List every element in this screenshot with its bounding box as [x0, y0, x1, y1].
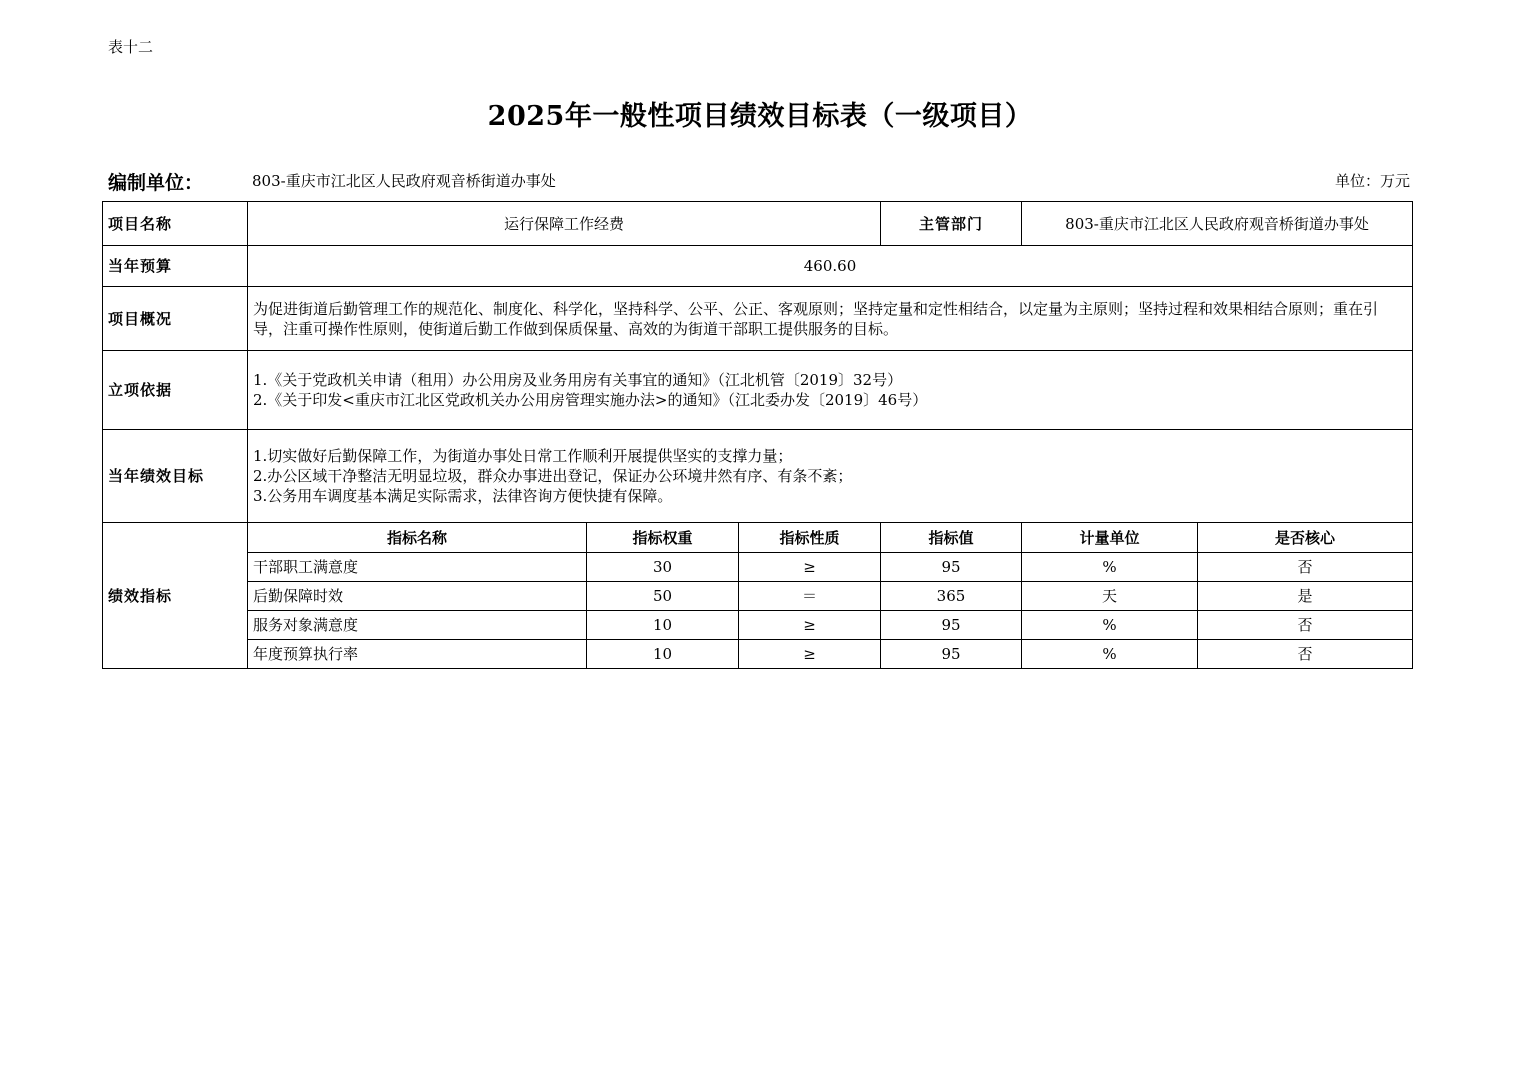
row-basis	[103, 351, 1413, 430]
goal-label: 当年绩效目标	[103, 430, 248, 523]
indicator-weight: 10	[587, 611, 739, 640]
budget-value: 460.60	[248, 246, 1413, 287]
indicator-nature: ≥	[739, 553, 881, 582]
indicator-unit: %	[1022, 553, 1198, 582]
indicator-value: 365	[881, 582, 1022, 611]
row-overview	[103, 287, 1413, 351]
indicator-name: 后勤保障时效	[248, 582, 587, 611]
project-name-label: 项目名称	[103, 202, 248, 246]
table-row	[103, 553, 1413, 582]
header-indicator-core: 是否核心	[1198, 523, 1413, 553]
indicator-header-row	[103, 523, 1413, 553]
row-goal	[103, 430, 1413, 523]
header-indicator-unit: 计量单位	[1022, 523, 1198, 553]
table-row	[103, 582, 1413, 611]
indicator-label: 绩效指标	[103, 523, 248, 669]
header-indicator-name: 指标名称	[248, 523, 587, 553]
row-project-name	[103, 202, 1413, 246]
indicator-weight: 30	[587, 553, 739, 582]
indicator-unit: 天	[1022, 582, 1198, 611]
goal-line-1: 1.切实做好后勤保障工作，为街道办事处日常工作顺利开展提供坚实的支撑力量；	[253, 447, 793, 465]
header-indicator-weight: 指标权重	[587, 523, 739, 553]
indicator-nature: ≥	[739, 640, 881, 669]
table-number: 表十二	[108, 38, 154, 56]
row-budget	[103, 246, 1413, 287]
indicator-unit: %	[1022, 640, 1198, 669]
indicator-unit: %	[1022, 611, 1198, 640]
project-name-value: 运行保障工作经费	[248, 202, 881, 246]
indicator-weight: 50	[587, 582, 739, 611]
header-indicator-nature: 指标性质	[739, 523, 881, 553]
table-row	[103, 640, 1413, 669]
unit-label: 单位：万元	[1334, 172, 1410, 190]
org-label: 编制单位：	[108, 172, 204, 194]
basis-line-2: 2.《关于印发<重庆市江北区党政机关办公用房管理实施办法>的通知》（江北委办发〔2019〕46号）	[253, 391, 928, 409]
basis-line-1: 1.《关于党政机关申请（租用）办公用房及业务用房有关事宜的通知》（江北机管〔2019〕32号）	[253, 371, 903, 389]
indicator-value: 95	[881, 640, 1022, 669]
indicator-core: 是	[1198, 582, 1413, 611]
budget-label: 当年预算	[103, 246, 248, 287]
goal-line-2: 2.办公区域干净整洁无明显垃圾，群众办事进出登记，保证办公环境井然有序、有条不紊；	[253, 467, 853, 485]
indicator-core: 否	[1198, 640, 1413, 669]
goal-line-3: 3.公务用车调度基本满足实际需求，法律咨询方便快捷有保障。	[253, 487, 673, 505]
basis-text	[248, 351, 1413, 430]
indicator-name: 年度预算执行率	[248, 640, 587, 669]
indicator-value: 95	[881, 611, 1022, 640]
basis-label: 立项依据	[103, 351, 248, 430]
indicator-weight: 10	[587, 640, 739, 669]
dept-value: 803-重庆市江北区人民政府观音桥街道办事处	[1022, 202, 1413, 246]
overview-text: 为促进街道后勤管理工作的规范化、制度化、科学化，坚持科学、公平、公正、客观原则；坚持定量和定性相结合，以定量为主原则；坚持过程和效果相结合原则；重在引导，注重可操作性原则，使街道后勤工作做到保质保量、高效的为街道干部职工提供服务的目标。	[248, 287, 1413, 351]
indicator-name: 干部职工满意度	[248, 553, 587, 582]
indicator-core: 否	[1198, 611, 1413, 640]
indicator-nature: ＝	[739, 582, 881, 611]
indicator-core: 否	[1198, 553, 1413, 582]
goal-text	[248, 430, 1413, 523]
org-value: 803-重庆市江北区人民政府观音桥街道办事处	[252, 172, 556, 190]
page-title: 2025年一般性项目绩效目标表（一级项目）	[487, 101, 1033, 132]
indicator-name: 服务对象满意度	[248, 611, 587, 640]
dept-label: 主管部门	[881, 202, 1022, 246]
table-row	[103, 611, 1413, 640]
indicator-nature: ≥	[739, 611, 881, 640]
indicator-value: 95	[881, 553, 1022, 582]
overview-label: 项目概况	[103, 287, 248, 351]
header-indicator-value: 指标值	[881, 523, 1022, 553]
performance-table	[102, 201, 1413, 669]
